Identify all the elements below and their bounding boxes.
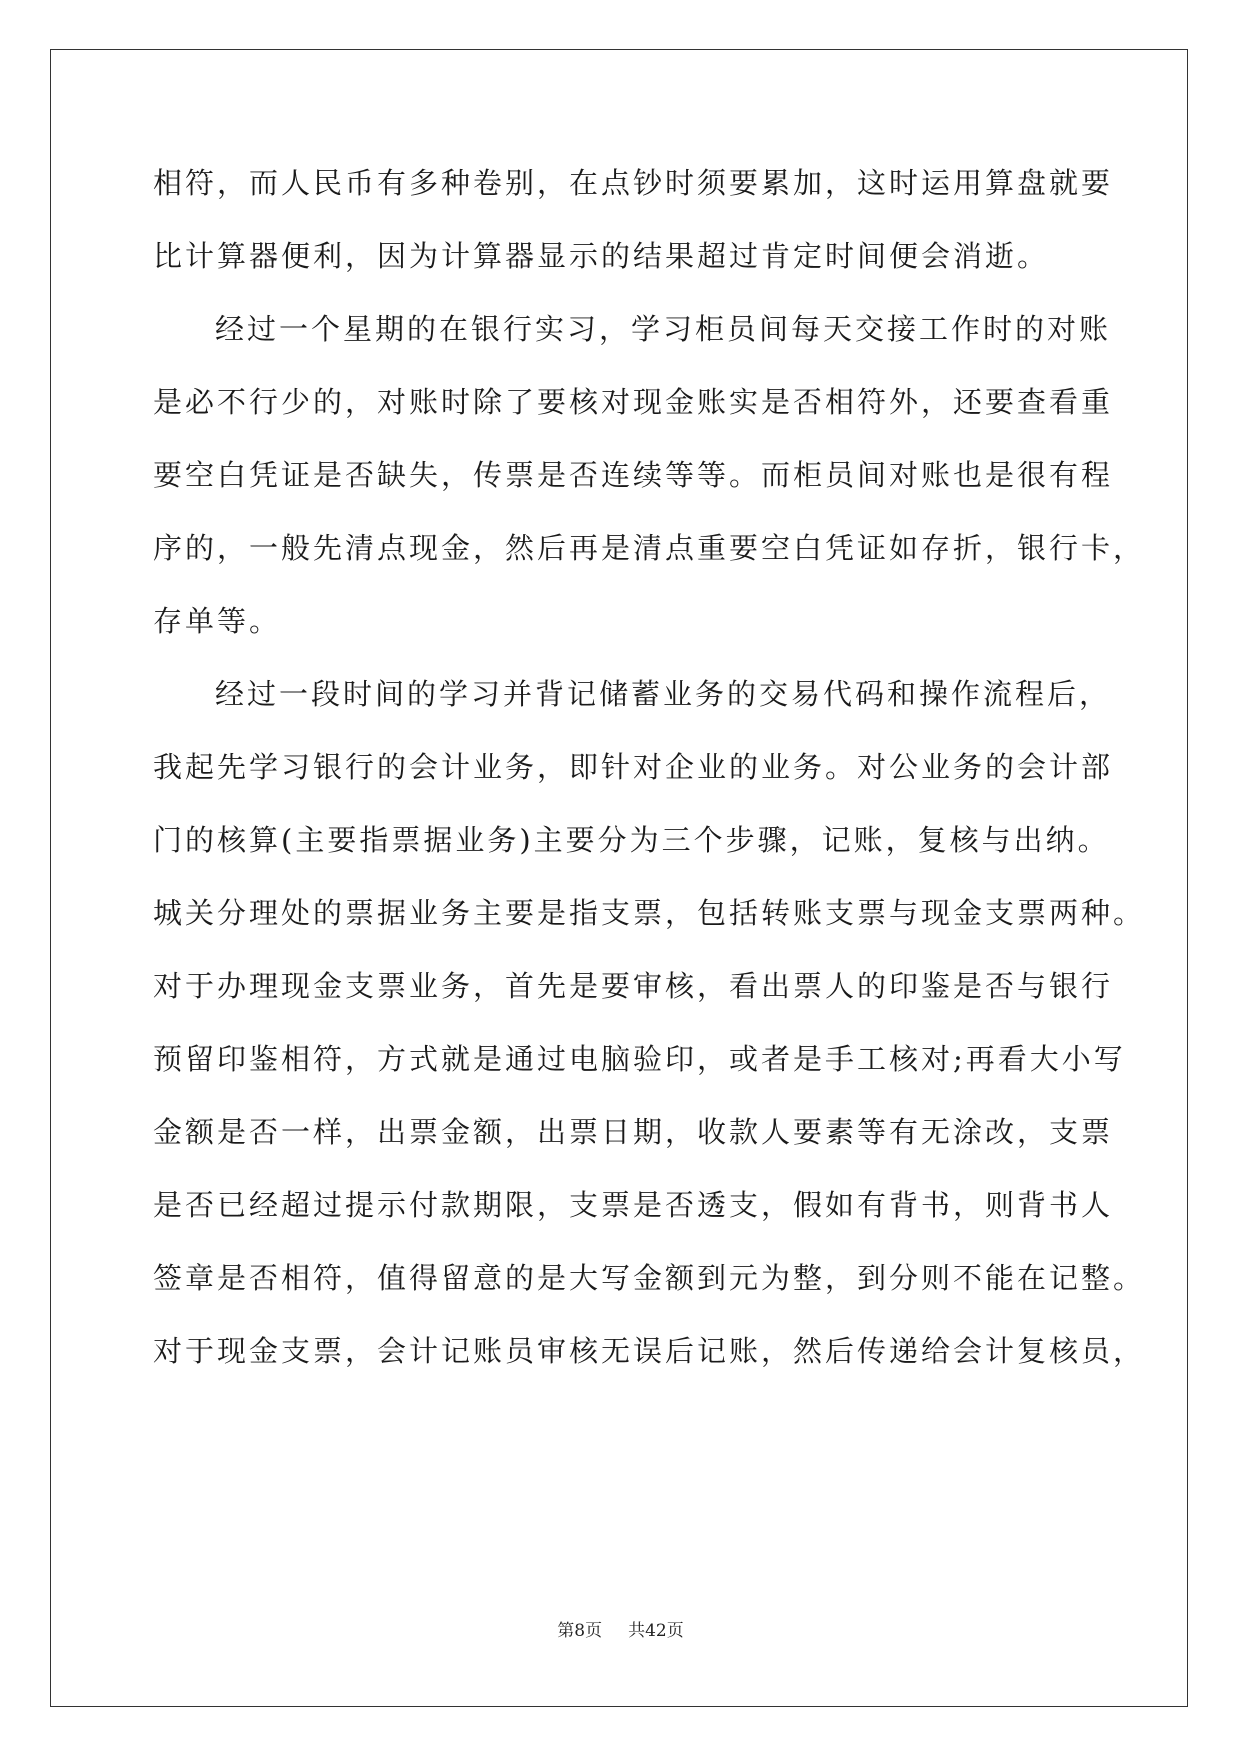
text-line: 对于办理现金支票业务，首先是要审核，看出票人的印鉴是否与银行 (153, 969, 1114, 1003)
paragraph-first-line: 经过一段时间的学习并背记储蓄业务的交易代码和操作流程后， (215, 677, 1112, 711)
page-number: 第8页 (557, 1621, 603, 1641)
text-line: 序的，一般先清点现金，然后再是清点重要空白凭证如存折，银行卡， (153, 531, 1146, 565)
text-line: 是否已经超过提示付款期限，支票是否透支，假如有背书，则背书人 (153, 1188, 1114, 1222)
page-footer (0, 1620, 1241, 1642)
total-pages: 共42页 (628, 1621, 684, 1641)
page-border (50, 49, 1188, 1707)
text-line: 金额是否一样，出票金额，出票日期，收款人要素等有无涂改，支票 (153, 1115, 1114, 1149)
text-line: 签章是否相符，值得留意的是大写金额到元为整，到分则不能在记整。 (153, 1261, 1146, 1295)
text-line: 城关分理处的票据业务主要是指支票，包括转账支票与现金支票两种。 (153, 896, 1146, 930)
text-line: 比计算器便利，因为计算器显示的结果超过肯定时间便会消逝。 (153, 239, 1050, 273)
text-line: 要空白凭证是否缺失，传票是否连续等等。而柜员间对账也是很有程 (153, 458, 1114, 492)
text-line: 门的核算(主要指票据业务)主要分为三个步骤，记账，复核与出纳。 (153, 823, 1110, 857)
text-line: 对于现金支票，会计记账员审核无误后记账，然后传递给会计复核员， (153, 1334, 1146, 1368)
text-line: 存单等。 (153, 604, 282, 638)
paragraph-first-line: 经过一个星期的在银行实习，学习柜员间每天交接工作时的对账 (215, 312, 1112, 346)
text-line: 相符，而人民币有多种卷别，在点钞时须要累加，这时运用算盘就要 (153, 166, 1114, 200)
text-line: 预留印鉴相符，方式就是通过电脑验印，或者是手工核对;再看大小写 (153, 1042, 1126, 1076)
text-line: 我起先学习银行的会计业务，即针对企业的业务。对公业务的会计部 (153, 750, 1114, 784)
text-line: 是必不行少的，对账时除了要核对现金账实是否相符外，还要查看重 (153, 385, 1114, 419)
